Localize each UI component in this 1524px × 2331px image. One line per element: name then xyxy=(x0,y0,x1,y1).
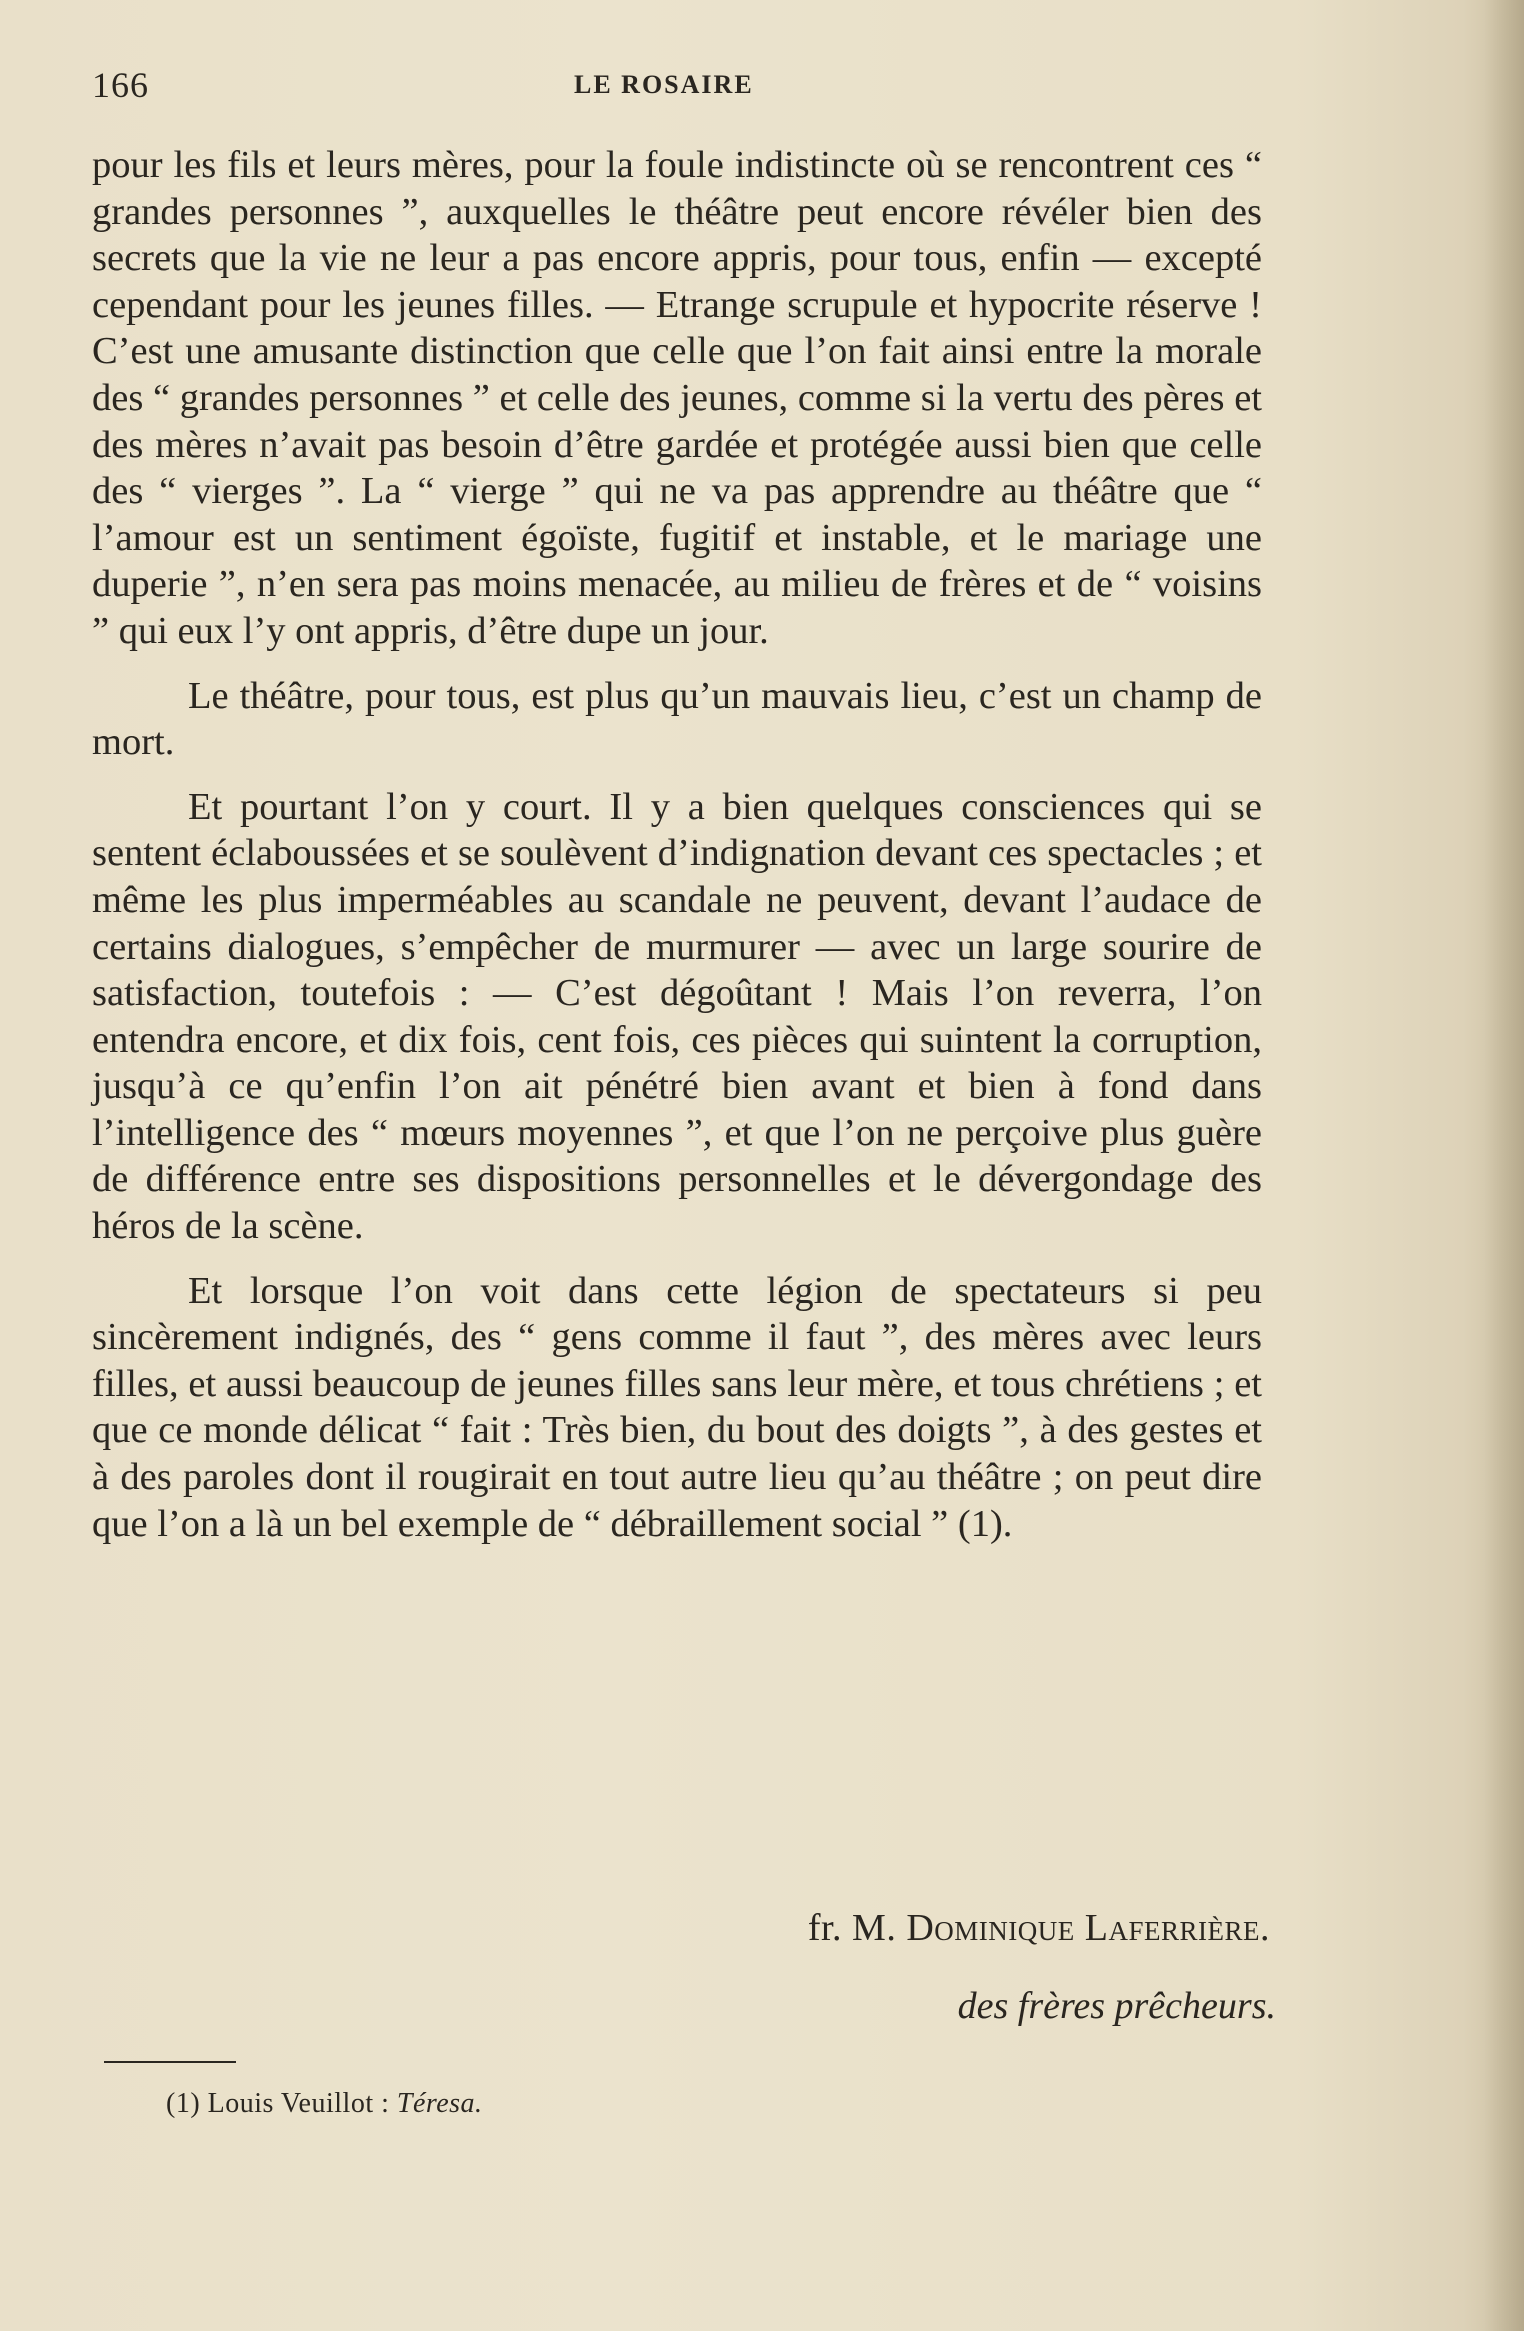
footnote-marker: (1) xyxy=(166,2088,201,2119)
running-title: LE ROSAIRE xyxy=(574,70,754,99)
running-head xyxy=(0,60,1524,110)
signature-name: Dominique Laferrière. xyxy=(906,1907,1270,1949)
paragraph-3: Et pourtant l’on y court. Il y a bien quelques consciences qui se sentent éclaboussées et se soulèvent d’indignation devant ces spectacles ; et même les plus imperméables au scandale ne peuvent, devant l’audace de certains dialogues, s’empêcher de murmurer — avec un large sourire de satisfaction, toutefois : — C’est dégoûtant ! Mais l’on reverra, l’on entendra encore, et dix fois, cent fois, ces pièces qui suintent la corruption, jusqu’à ce qu’enfin l’on ait pénétré bien avant et bien à fond dans l’intelligence des “ mœurs moyennes ”, et que l’on ne perçoive plus guère de différence entre ses dispositions personnelles et le dévergondage des héros de la scène. xyxy=(92,785,1262,1248)
signature-prefix: fr. M. xyxy=(807,1907,897,1949)
author-signature xyxy=(580,1906,1270,1950)
body-text xyxy=(92,142,1262,1565)
page-number: 166 xyxy=(92,65,149,105)
footnote-text: Louis Veuillot : xyxy=(207,2088,390,2119)
paragraph-2: Le théâtre, pour tous, est plus qu’un mauvais lieu, c’est un champ de mort. xyxy=(92,674,1262,764)
signature-affiliation: des frères prêcheurs. xyxy=(957,1985,1276,2027)
paragraph-1: pour les fils et leurs mères, pour la foule indistincte où se rencontrent ces “ grandes personnes ”, auxquelles le théâtre peut encore révéler bien des secrets que la vie ne leur a pas encore appris, pour tous, enfin — excepté cependant pour les jeunes filles. — Etrange scrupule et hypocrite réserve ! C’est une amusante distinction que celle que l’on fait ainsi entre la morale des “ grandes personnes ” et celle des jeunes, comme si la vertu des pères et des mères n’avait pas besoin d’être gardée et protégée aussi bien que celle des “ vierges ”. La “ vierge ” qui ne va pas apprendre au théâtre que “ l’amour est un sentiment égoïste, fugitif et instable, et le mariage une duperie ”, n’en sera pas moins menacée, au milieu de frères et de “ voisins ” qui eux l’y ont appris, d’être dupe un jour. xyxy=(92,144,1262,652)
page-edge-shadow xyxy=(1484,0,1524,2331)
paragraph-4: Et lorsque l’on voit dans cette légion de spectateurs si peu sincèrement indignés, des “ gens comme il faut ”, des mères avec leurs filles, et aussi beaucoup de jeunes filles sans leur mère, et tous chrétiens ; et que ce monde délicat “ fait : Très bien, du bout des doigts ”, à des gestes et à des paroles dont il rougirait en tout autre lieu qu’au théâtre ; on peut dire que l’on a là un bel exemple de “ débraillement social ” (1). xyxy=(92,1269,1262,1545)
footnote xyxy=(166,2088,483,2120)
footnote-rule xyxy=(104,2061,236,2063)
footnote-title: Téresa. xyxy=(396,2088,483,2119)
